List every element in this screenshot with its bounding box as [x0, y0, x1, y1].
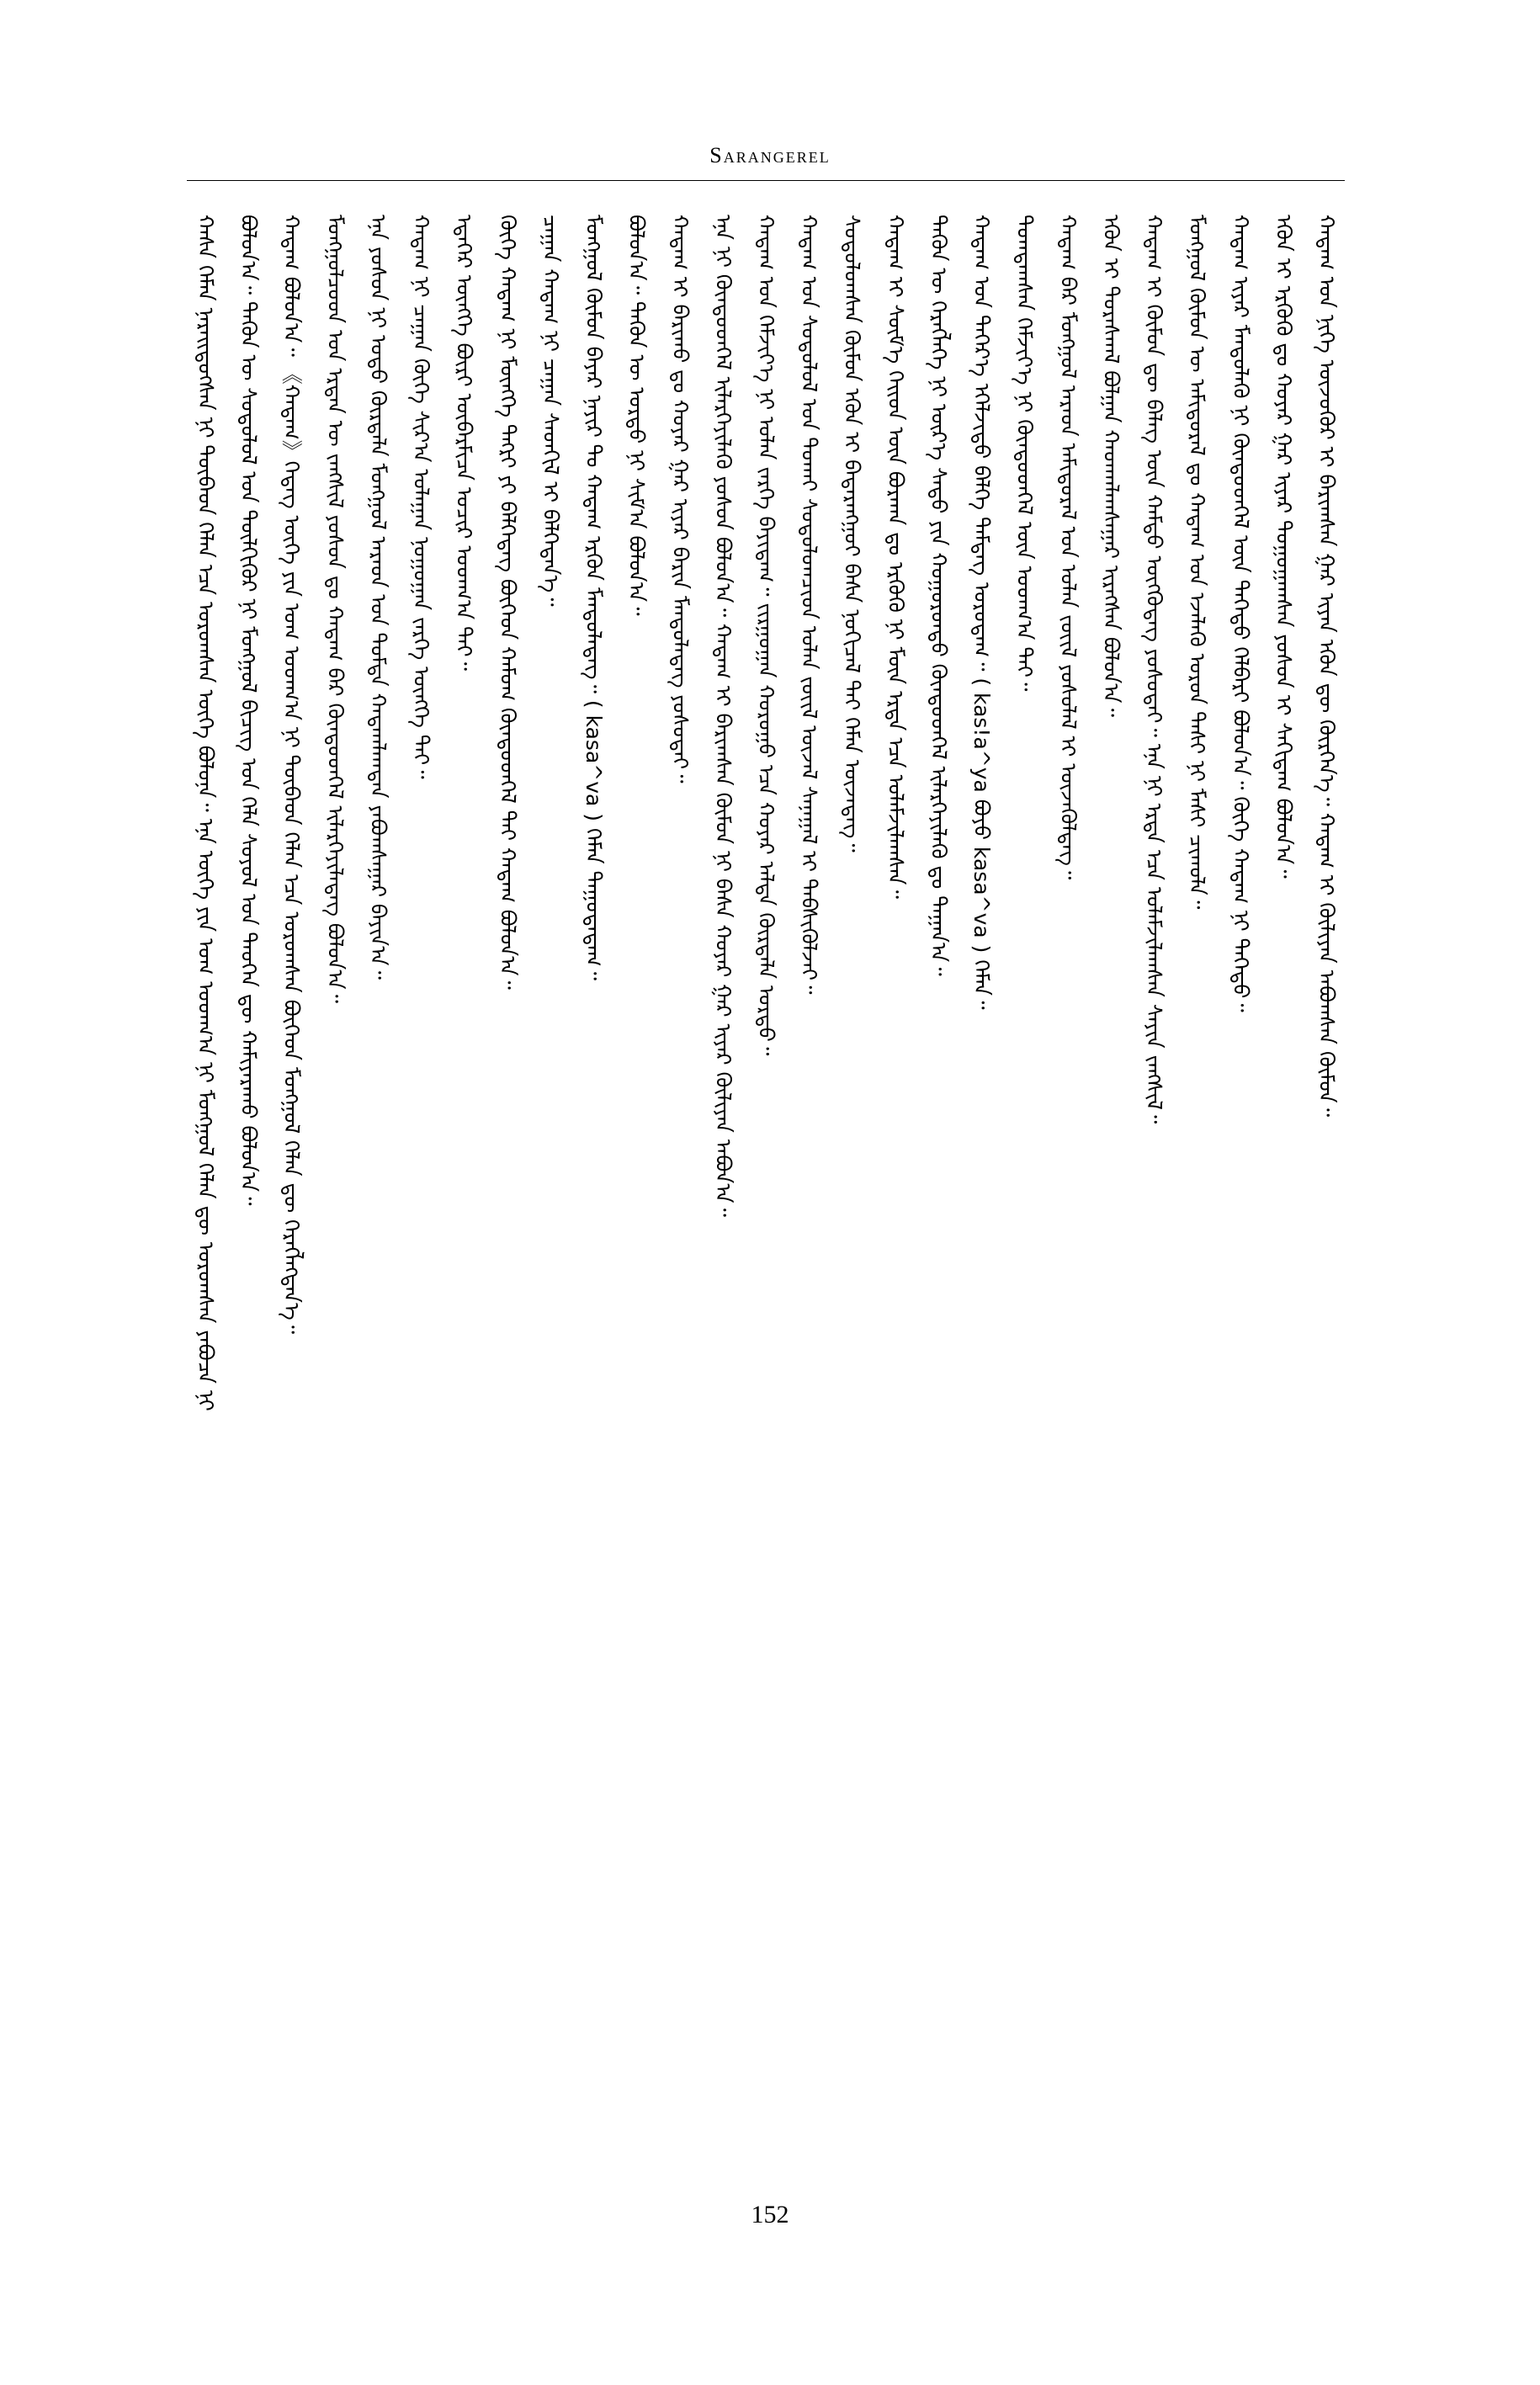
text-line: ᠬᠠᠳᠠᠭ ᠢ ᠬᠦᠮᠦᠨ ᠳᠦ ᠪᠡᠯᠡᠭ ᠦᠨ ᠬᠠᠮᠲᠤ ᠥᠭᠭᠦᠳᠡᠭ ᠶᠣᠰᠤᠲᠠᠢ᠃ ᠡᠨᠡ ᠨᠢ ᠡᠷᠲᠡ ᠡᠴᠡ ᠤᠯᠠᠮᠵᠢᠯᠠᠭᠰᠠᠨ ᠰᠠᠶᠢᠨ ᠵᠠᠩᠰᠢᠯ᠃: [1142, 215, 1166, 1124]
text-line: ᠡᠳᠡᠭᠡᠷ ᠥᠩᠭᠡ ᠪᠦᠷᠢ ᠥᠪᠡᠷᠮᠢᠴᠡ ᠤᠴᠢᠷ ᠤᠳᠬ᠎ᠠ ᠲᠠᠢ᠃: [452, 215, 476, 672]
text-line: ᠮᠣᠩᠭᠣᠯ ᠬᠦᠮᠦᠨ ᠦ ᠠᠮᠢᠳᠤᠷᠠᠯ ᠳᠤ ᠬᠠᠳᠠᠭ ᠤᠨ ᠡᠵᠡᠯᠡᠬᠦ ᠣᠷᠤᠨ ᠲᠡᠰᠢ ᠨᠢ ᠮᠠᠰᠢ ᠴᠢᠬᠤᠯᠠ᠃: [1185, 215, 1209, 910]
text-column: [963, 215, 1000, 2192]
text-column: [1265, 215, 1302, 2192]
page-number: 152: [751, 2201, 789, 2228]
text-line: ᠴᠠᠭᠠᠨ ᠬᠠᠳᠠᠭ ᠨᠢ ᠴᠠᠭᠠᠨ ᠰᠡᠳᠬᠢᠯ ᠢ ᠪᠡᠯᠭᠡᠳᠡᠨ᠎ᠡ᠃: [539, 215, 563, 607]
text-column: [790, 215, 827, 2192]
text-column: [445, 215, 482, 2192]
text-line: ᠪᠣᠯᠤᠨ᠎ᠠ᠃ ᠲᠡᠭᠦᠨ ᠦ ᠤᠷᠲᠤ ᠨᠢ ᠰᠢᠮ᠎ᠠ ᠪᠣᠯᠤᠨ᠎ᠠ᠃: [624, 215, 649, 616]
text-column: [1092, 215, 1129, 2192]
text-line: ᠬᠠᠳᠠᠭ ᠤᠨ ᠰᠤᠳᠤᠯᠤᠯ ᠤᠨ ᠲᠤᠬᠠᠶ ᠰᠤᠳᠤᠯᠤᠭᠴᠢᠳ ᠣᠯᠠᠨ ᠵᠦᠢᠯ ᠦᠵᠡᠯ ᠰᠠᠨᠠᠭᠠᠯ ᠢ ᠳᠡᠪᠰᠢᠭᠦᠯᠵᠡᠢ᠃: [797, 215, 821, 995]
text-column: [877, 215, 914, 2192]
text-column: [1222, 215, 1259, 2192]
text-column: [402, 215, 439, 2192]
text-column: [1049, 215, 1086, 2192]
text-line: ᠬᠥᠬᠡ ᠬᠠᠳᠠᠭ ᠨᠢ ᠮᠥᠩᠬᠡ ᠲᠩᠷᠢ ᠶᠢ ᠪᠡᠯᠭᠡᠳᠡᠭ ᠪᠦᠭᠡᠳ ᠬᠠᠮᠤᠭ ᠬᠦᠨᠳᠦᠳᠬᠡᠯ ᠲᠡᠢ ᠬᠠᠳᠠᠭ ᠪᠣᠯᠤᠨ᠎ᠠ᠃: [496, 215, 520, 990]
header-rule: [187, 180, 1345, 181]
text-line: ᠬᠠᠳᠠᠭ ᠢ ᠰᠦᠮ᠎ᠡ ᠬᠡᠢᠳ ᠦᠨ ᠪᠣᠷᠬᠠᠨ ᠳᠤ ᠡᠷᠭᠦᠬᠦ ᠨᠢ ᠮᠥᠨ ᠡᠷᠲᠡ ᠡᠴᠡ ᠤᠯᠠᠮᠵᠢᠯᠠᠭᠰᠠᠨ᠃: [884, 215, 908, 899]
text-line: ᠲᠣᠭᠲᠠᠭᠰᠠᠨ ᠬᠡᠮᠵᠢᠶ᠎ᠡ ᠨᠢ ᠬᠦᠨᠳᠦᠳᠬᠡᠯ ᠦᠨ ᠤᠳᠬ᠎ᠠ ᠲᠡᠢ᠃: [1012, 215, 1037, 692]
text-line: ᠡᠨᠡ ᠨᠢ ᠬᠦᠨᠳᠦᠳᠬᠡᠯ ᠢᠯᠡᠷᠬᠡᠶᠢᠯᠡᠬᠦ ᠶᠣᠰᠤᠨ ᠪᠣᠯᠤᠨ᠎ᠠ᠃ ᠬᠠᠳᠠᠭ ᠢ ᠪᠠᠷᠢᠭᠰᠠᠨ ᠬᠦᠮᠦᠨ ᠨᠢ ᠪᠠᠰᠠ ᠬᠣᠶᠠᠷ ᠭᠠᠷ ᠢᠶᠠᠷ ᠬᠦᠯᠢᠶᠡᠨ ᠠᠪᠤᠨ᠎ᠠ᠃: [711, 215, 735, 1218]
text-column: [273, 215, 310, 2192]
text-column: [1006, 215, 1043, 2192]
text-column: [661, 215, 698, 2192]
text-line: ᠬᠠᠳᠠᠭ ᠨᠢ ᠴᠠᠭᠠᠨ ᠬᠥᠬᠡ ᠰᠢᠷ᠎ᠠ ᠤᠯᠠᠭᠠᠨ ᠨᠣᠭᠣᠭᠠᠨ ᠵᠡᠷᠭᠡ ᠥᠩᠭᠡ ᠲᠠᠢ᠃: [409, 215, 433, 779]
mongolian-text-block: [187, 215, 1345, 2192]
text-column: [920, 215, 957, 2192]
text-column: [618, 215, 655, 2192]
text-line: ᠬᠠᠳᠠᠭ ᠤᠨ ᠳᠡᠭᠡᠷ᠎ᠡ ᠡᠭᠡᠯᠵᠢᠲᠦ ᠪᠡᠯᠭᠡ ᠲᠡᠮᠳᠡᠭ ᠣᠷᠣᠳᠠᠭ᠃ ( kas!a^ya ᠪᠤᠶᠤ kasa^va ) ᠬᠡᠮᠡᠨ᠃: [969, 215, 994, 1010]
text-line: ᠬᠠᠳᠠᠭ ᠢ ᠪᠠᠷᠢᠬᠤ ᠳᠤ ᠬᠣᠶᠠᠷ ᠭᠠᠷ ᠢᠶᠠᠷ ᠪᠠᠷᠢᠨ ᠮᠡᠨᠳᠦᠯᠡᠳᠡᠭ ᠶᠣᠰᠤᠲᠠᠢ᠃: [668, 215, 693, 783]
text-line: ᠡᠨᠡ ᠶᠣᠰᠤᠨ ᠨᠢ ᠣᠳᠣ ᠬᠦᠷᠲᠡᠯᠡ ᠮᠣᠩᠭᠣᠯ ᠠᠷᠠᠳ ᠤᠨ ᠳᠤᠮᠳᠠ ᠬᠠᠳᠠᠭᠯᠠᠭᠳᠠᠨ ᠶᠠᠪᠤᠭᠰᠠᠭᠠᠷ ᠪᠠᠶᠢᠨ᠎ᠠ᠃: [366, 215, 390, 980]
text-column: [359, 215, 396, 2192]
text-column: [187, 215, 224, 2192]
text-column: [532, 215, 569, 2192]
text-column: [833, 215, 870, 2192]
text-column: [575, 215, 612, 2192]
text-column: [230, 215, 267, 2192]
text-line: ᠡᠭᠦᠨ ᠢ ᠡᠷᠭᠦᠬᠦ ᠳᠤ ᠬᠣᠶᠠᠷ ᠭᠠᠷ ᠢᠶᠠᠷ ᠲᠣᠭᠣᠭᠠᠭᠰᠠᠨ ᠶᠣᠰᠤᠨ ᠢ ᠰᠠᠬᠢᠳᠠᠭ ᠪᠣᠯᠤᠨ᠎ᠠ᠃: [1272, 215, 1296, 879]
text-line: ᠬᠠᠳᠠᠭ ᠤᠨ ᠨᠢᠭᠡ ᠦᠵᠦᠭᠦᠷ ᠢ ᠪᠠᠷᠢᠭᠰᠠᠨ ᠭᠠᠷ ᠢᠶᠠᠨ ᠡᠭᠦᠨ ᠳᠦ ᠬᠦᠷᠭᠡᠨ᠎ᠡ᠃ ᠬᠠᠳᠠᠭ ᠢ ᠬᠦᠯᠢᠶᠡᠨ ᠠᠪᠤᠭᠰᠠᠨ ᠬᠦᠮᠦᠨ᠃: [1314, 215, 1339, 1118]
text-line: ᠡᠭᠦᠨ ᠢ ᠳᠤᠷᠠᠰᠬᠠᠯ ᠪᠣᠯᠭᠠᠨ ᠬᠠᠳᠭᠠᠯᠠᠭᠰᠠᠭᠠᠷ ᠢᠷᠡᠭᠰᠡᠨ ᠪᠣᠯᠤᠨ᠎ᠠ᠃: [1099, 215, 1123, 717]
text-line: ᠬᠠᠳᠠᠭ ᠪᠡᠷ ᠮᠣᠩᠭᠣᠯ ᠠᠷᠠᠳ ᠠᠮᠢᠳᠤᠷᠠᠯ ᠤᠨ ᠣᠯᠠᠨ ᠵᠦᠢᠯ ᠶᠣᠰᠤᠯᠠᠯ ᠢ ᠦᠵᠡᠭᠦᠯᠳᠡᠭ᠃: [1056, 215, 1081, 880]
text-column: [1135, 215, 1172, 2192]
text-line: ᠮᠣᠩᠭᠣᠯ ᠬᠦᠮᠦᠨ ᠪᠠᠶᠠᠷ ᠨᠠᠶᠢᠷ ᠲᠤ ᠬᠠᠳᠠᠭ ᠡᠷᠭᠦᠨ ᠮᠡᠨᠳᠦᠯᠡᠳᠡᠭ᠃ ( kasa^va ) ᠬᠡᠮᠡᠨ ᠳᠠᠭᠤᠳᠠᠳᠠᠭ᠃: [581, 215, 606, 980]
text-line: ᠰᠤᠳᠤᠯᠤᠭᠰᠠᠨ ᠬᠦᠮᠦᠨ ᠡᠭᠦᠨ ᠢ ᠪᠠᠳᠠᠷᠠᠩᠭᠤᠢ ᠪᠠᠰᠠ ᠨᠣᠬᠢᠴᠠᠯ ᠳᠠᠢ ᠬᠡᠮᠡᠨ ᠦᠵᠡᠳᠡᠭ᠃: [840, 215, 864, 853]
text-column: [316, 215, 353, 2192]
text-line: ᠬᠠᠳᠠᠭ ᠢᠶᠠᠷ ᠮᠡᠨᠳᠦᠯᠡᠬᠦ ᠨᠢ ᠬᠦᠨᠳᠦᠳᠬᠡᠯ ᠦᠨ ᠳᠡᠭᠡᠳᠦ ᠬᠡᠯᠪᠡᠷᠢ ᠪᠣᠯᠤᠨ᠎ᠠ᠃ ᠬᠥᠬᠡ ᠬᠠᠳᠠᠭ ᠨᠢ ᠳᠡᠭᠡᠳᠦ᠃: [1229, 215, 1253, 1012]
text-line: ᠬᠠᠳᠠᠭ ᠪᠣᠯᠤᠨ᠎ᠠ᠃ 《ᠬᠠᠳᠠᠭ》ᠭᠡᠳᠡᠭ ᠦᠭᠡ ᠶᠢᠨ ᠤᠭ ᠤᠳᠬ᠎ᠠ ᠨᠢ ᠲᠥᠪᠡᠳ ᠬᠡᠯᠡᠨ ᠡᠴᠡ ᠣᠷᠣᠭᠰᠠᠨ ᠪᠥᠭᠡᠳ ᠮᠣᠩᠭᠣᠯ ᠬᠡᠯᠡᠨ ᠳᠦ ᠬᠡᠷᠡᠭᠯᠡᠭᠳᠡᠨ᠎ᠡ᠃: [279, 215, 304, 1335]
text-line: ᠲᠡᠭᠦᠨ ᠦ ᠬᠡᠷᠡᠭᠯᠡᠭᠡ ᠨᠢ ᠦᠷ᠎ᠡ ᠰᠠᠳᠤ ᠶᠢᠨ ᠬᠣᠭᠣᠷᠣᠨᠳᠣ ᠬᠦᠨᠳᠦᠳᠬᠡᠯ ᠢᠯᠡᠷᠬᠡᠶᠢᠯᠡᠬᠦ ᠳᠤ ᠳᠠᠭᠠᠨ᠎ᠠ᠃: [927, 215, 951, 976]
text-column: [1178, 215, 1215, 2192]
running-head: Sarangerel: [709, 143, 831, 167]
text-line: ᠮᠣᠩᠭᠣᠯᠴᠤᠳ ᠤᠨ ᠡᠷᠲᠡᠨ ᠦ ᠵᠠᠩᠱᠢᠯ ᠶᠣᠰᠤᠨ ᠳᠤ ᠬᠠᠳᠠᠭ ᠪᠡᠷ ᠬᠦᠨᠳᠦᠳᠬᠡᠯ ᠢᠯᠡᠷᠬᠡᠶᠢᠯᠡᠳᠡᠭ ᠪᠣᠯᠤᠨ᠎ᠠ᠃: [323, 215, 348, 1003]
text-column: [489, 215, 526, 2192]
text-column: [1308, 215, 1345, 2192]
text-column: [704, 215, 741, 2192]
text-line: ᠬᠠᠳᠠᠭ ᠤᠨ ᠬᠡᠮᠵᠢᠶ᠎ᠡ ᠨᠢ ᠣᠯᠠᠨ ᠵᠡᠷᠭᠡ ᠪᠠᠶᠢᠳᠠᠭ᠃ ᠵᠢᠷᠭᠤᠭᠠᠨ ᠬᠤᠷᠤᠭᠤ ᠡᠴᠡ ᠬᠣᠶᠠᠷ ᠠᠯᠳᠠ ᠬᠦᠷᠲᠡᠯᠡ ᠤᠷᠲᠤ᠃: [754, 215, 778, 1056]
text-column: [747, 215, 784, 2192]
text-line: ᠬᠠᠰᠠ ᠬᠡᠮᠡᠨ ᠨᠡᠷᠡᠢᠳᠦᠭᠰᠡᠨ ᠨᠢ ᠲᠥᠪᠡᠳ ᠬᠡᠯᠡᠨ ᠡᠴᠡ ᠣᠷᠣᠭᠰᠠᠨ ᠦᠭᠡ ᠪᠣᠯᠤᠨᠠ᠃ ᠡᠨᠡ ᠦᠭᠡ ᠶᠢᠨ ᠤᠭ ᠤᠳᠬ᠎ᠠ ᠨᠢ ᠮᠣᠩᠭᠣᠯ ᠬᠡᠯᠡᠨ ᠳᠦ ᠣᠷᠣᠭᠰᠠᠨ ᠶᠠᠪᠤᠴᠠ ᠨᠢ: [194, 215, 218, 1411]
text-line: ᠪᠣᠯᠤᠨ᠎ᠠ᠃ ᠲᠡᠭᠦᠨ ᠦ ᠰᠤᠳᠤᠯᠤᠯ ᠤᠨ ᠲᠦᠯᠬᠢᠭᠦᠷ ᠨᠢ ᠮᠣᠩᠭᠣᠯ ᠪᠢᠴᠢᠭ ᠤᠨ ᠬᠡᠯᠡ ᠰᠣᠶᠣᠯ ᠤᠨ ᠲᠡᠦᠬᠡᠨ ᠳᠦ ᠬᠠᠮᠢᠶᠠᠷᠠᠬᠤ ᠪᠣᠯᠤᠨ᠎ᠠ᠃: [236, 215, 261, 1206]
